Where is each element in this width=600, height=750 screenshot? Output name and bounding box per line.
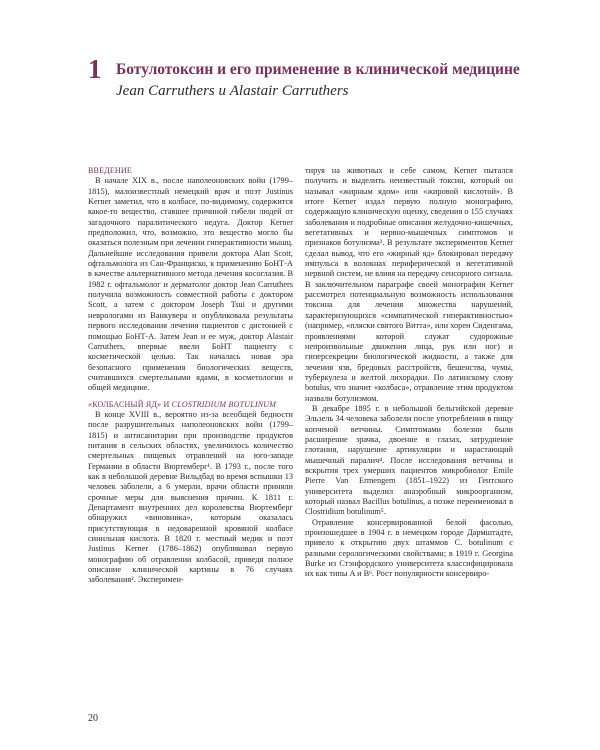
intro-paragraph: В начале XIX в., после наполеоновских войн (1799–1815), малоизвестный немецкий врач и поэт Justinus Kerner заметил, что в колбасе, по-видимому, содержится какое-то вещество, ставшее причиной гибели людей от загадочного паралитического недуга. Доктор Kerner предположил, что, возможно, это вещество могло бы оказаться полезным при лечении гиперактивности мышц. Дальнейшие исследования привели доктора Alan Scott, офтальмолога из Сан-Франциско, к применению БоНТ-А в качестве альтернативного метода лечения косоглазия. В 1982 г. офтальмолог и дерматолог доктор Jean Carruthers получила возможность совместной работы с доктором Scott, а затем с доктором Joseph Tsui и другими неврологами из Ванкувера и опубликовала результаты первого исследования лечения пациентов с дистонией с помощью БоНТ-А. Затем Jean и ее муж, доктор Alastair Carruthers, впервые ввели БоНТ пациенту с косметической целью. Так началась новая эра безопасного применения биологических веществ, считавшихся смертельными ядами, в косметологии и общей медицине.: [88, 176, 293, 393]
page-number: 20: [88, 713, 98, 724]
right-column: [305, 166, 513, 580]
right-paragraph-1: тируя на животных и себе самом, Kerner пытался получить и выделить неизвестный токсин, который он называл «жирным ядом» или «жировой кислотой». В итоге Kerner издал первую полную монографию, содержащую клиническую оценку, сведения о 155 случаях заболевания и подробные описания желудочно-кишечных, вегетативных и нервно-мышечных симптомов и признаков ботулизма³. В результате экспериментов Kerner сделал вывод, что его «жирный яд» блокировал передачу импульса в волокнах периферической и вегетативной нервной систем, не влияя на передачу сенсорного сигнала. В заключительном параграфе своей монографии Kerner рассмотрел потенциальную возможность использования токсина для лечения множества нарушений, характеризующихся «симпатической гиперактивностью» (например, «пляски святого Витта», или хореи Сиденгама, проявлениями которой служат судорожные непроизвольные движения лица, рук или ног) и гиперсекреции биологической жидкости, а также для лечения язв, бредовых расстройств, бешенства, чумы, туберкулеза и желтой лихорадки. По латинскому слову botulus, что значит «колбаса», отравление этим продуктом назвали ботулизмом.: [305, 166, 513, 403]
chapter-number: 1: [88, 54, 102, 84]
chapter-authors: Jean Carruthers и Alastair Carruthers: [116, 83, 349, 99]
left-column: [88, 166, 293, 586]
section-heading-intro: ВВЕДЕНИЕ: [88, 166, 132, 175]
section-heading-sausage-italic: CLOSTRIDIUM BOTULINUM: [171, 399, 277, 409]
chapter-title: Ботулотоксин и его применение в клинической медицине: [116, 61, 520, 78]
right-paragraph-2: В декабре 1895 г. в небольшой бельгийской деревне Эльзель 34 человека заболели после употребления в пищу копченой ветчины. Симптомами болезни были расширение зрачка, двоение в глазах, затруднение глотания, нарушение артикуляции и нарастающий мышечный паралич⁴. После исследования ветчины и вскрытия трех умерших пациентов микробиолог Emile Pierre Van Ermengem (1851–1922) из Гентского университета выделил анаэробный микроорганизм, который назвал Bacillus botulinus, а позже переименовал в Clostridium botulinum⁵.: [305, 403, 513, 517]
sausage-paragraph: В конце XVIII в., вероятно из-за всеобщей бедности после разрушительных наполеоновских войн (1799–1815) и антисанитарии при производстве продуктов питания в сельских областях, увеличилось количество смертельных пищевых отравлений на юго-западе Германии в области Вюртемберг¹. В 1793 г., после того как в небольшой деревне Вильдбад во время вспышки 13 человек заболели, а 6 умерли, врачи области приняли срочные меры для выяснения причин. К 1811 г. Департамент внутренних дел королевства Вюртемберг обнаружил «виновника», которым оказалась присутствующая в недоваренной кровяной колбасе синильная кислота. В 1820 г. местный медик и поэт Justinus Kerner (1786–1862) опубликовал первую монографию об отравлении колбасой, приведя полное описание клинической картины в 76 случаях заболевания². Эксперимен-: [88, 409, 293, 585]
section-heading-sausage: [88, 400, 293, 410]
section-heading-sausage-plain: «КОЛБАСНЫЙ ЯД» И: [88, 399, 172, 409]
right-paragraph-3: Отравление консервированной белой фасолью, произошедшее в 1904 г. в немецком городе Дармштадте, привело к открытию двух штаммов C. botulinum с разными серологическими свойствами; в 1919 г. Georgina Burke из Стэнфордского университета классифицировала их как типы A и B⁶. Рост популярности консервиро-: [305, 517, 513, 579]
